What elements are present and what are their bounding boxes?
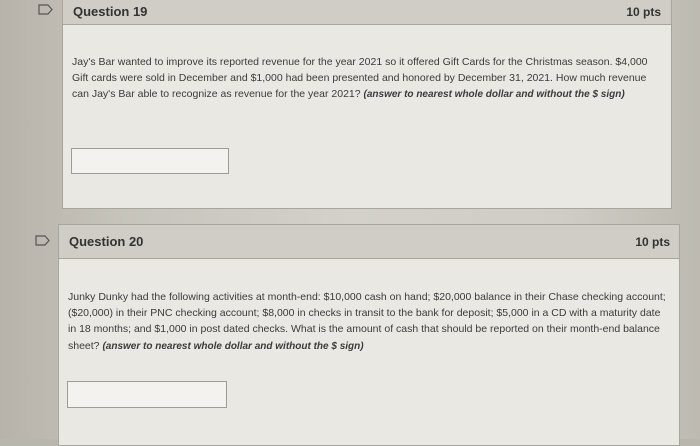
question-19-note: (answer to nearest whole dollar and without the $ sign) [363, 89, 625, 101]
question-19-answer-input[interactable] [71, 148, 229, 174]
flag-question-19-icon[interactable] [38, 4, 54, 15]
question-20-text: Junky Dunky had the following activities at month-end: $10,000 cash on hand; $20,000 balance in their Chase checking account; ($20,000) in their PNC checking account; $8,000 in checks in transit to the bank for deposit; $5,000 in a CD with a maturity date in 18 months; and $1,000 in post dated checks. What is the amount of cash that should be reported on their month-end balance sheet? [68, 291, 666, 352]
question-19-title: Question 19 [73, 4, 148, 19]
question-20-card [58, 224, 680, 446]
flag-question-20-icon[interactable] [35, 235, 51, 246]
question-20-header [59, 225, 679, 259]
question-20-points: 10 pts [635, 234, 670, 249]
question-19-header [63, 0, 671, 25]
question-20-title: Question 20 [69, 234, 144, 249]
question-19-body [72, 54, 662, 104]
question-19-text: Jay's Bar wanted to improve its reported revenue for the year 2021 so it offered Gift Cards for the Christmas season. $4,000 Gift cards were sold in December and $1,000 had been presented and honored by December 31, 2021. How much revenue can Jay's Bar able to recognize as revenue for the year 2021? [72, 56, 648, 101]
question-19-card [62, 0, 672, 209]
question-19-points: 10 pts [626, 4, 661, 19]
question-20-body [68, 289, 668, 355]
question-20-note: (answer to nearest whole dollar and without the $ sign) [102, 340, 364, 352]
question-20-answer-input[interactable] [67, 381, 227, 408]
